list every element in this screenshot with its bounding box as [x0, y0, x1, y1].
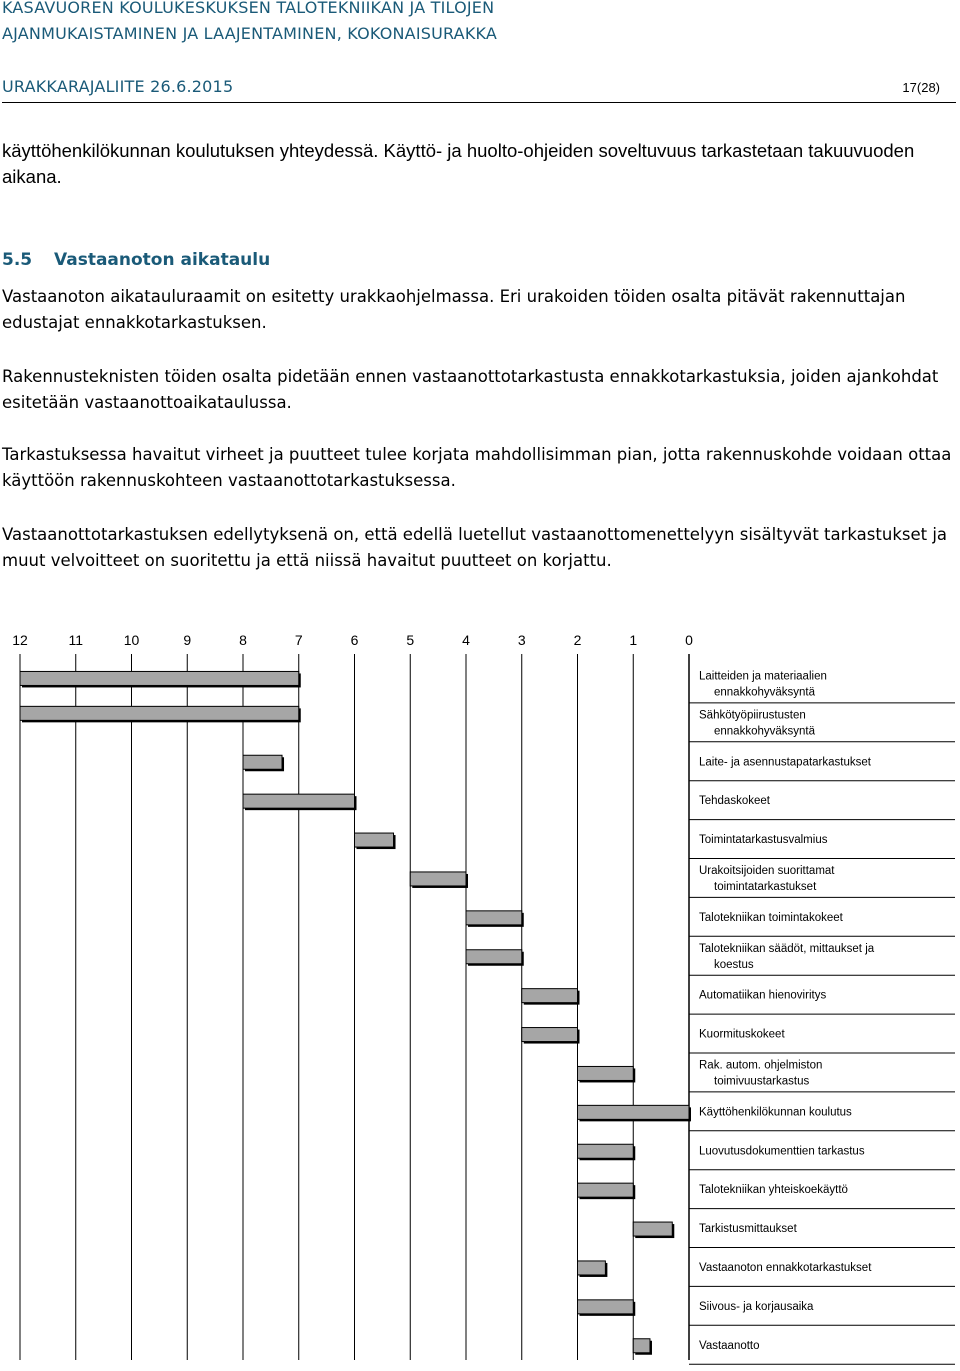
gantt-bar	[633, 1222, 672, 1236]
intro-paragraph: käyttöhenkilökunnan koulutuksen yhteydessä. Käyttö- ja huolto-ohjeiden soveltuvuus tarkastetaan takuuvuoden aikana.	[2, 140, 915, 187]
gantt-bar	[578, 1066, 634, 1080]
task-label: Automatiikan hienoviritys	[699, 989, 827, 1002]
axis-tick-label: 11	[68, 632, 84, 648]
task-label: ennakkohyväksyntä	[714, 725, 816, 738]
task-label: Kuormituskokeet	[699, 1028, 785, 1041]
gantt-bar	[466, 950, 522, 964]
task-label: ennakkohyväksyntä	[714, 686, 816, 699]
gantt-bar	[578, 1261, 606, 1275]
task-label: toimintatarkastukset	[714, 880, 817, 893]
task-label: Käyttöhenkilökunnan koulutus	[699, 1106, 852, 1119]
axis-tick-label: 2	[573, 632, 582, 648]
gantt-svg	[0, 620, 960, 1366]
task-label: Luovutusdokumenttien tarkastus	[699, 1145, 865, 1158]
gantt-bar	[522, 1028, 578, 1042]
axis-tick-label: 10	[123, 632, 140, 648]
gantt-bar	[20, 706, 299, 720]
task-label: Siivous- ja korjausaika	[699, 1300, 814, 1313]
gantt-bar	[522, 989, 578, 1003]
task-label: Sähkötyöpiirustusten	[699, 709, 806, 722]
gantt-bar	[355, 833, 394, 847]
task-label: koestus	[714, 958, 754, 971]
task-label: Vastaanoton ennakkotarkastukset	[699, 1261, 872, 1274]
gantt-bar	[243, 755, 282, 769]
axis-tick-label: 7	[294, 632, 303, 648]
document-header-line1: KASAVUOREN KOULUKESKUKSEN TALOTEKNIIKAN JA TILOJEN	[2, 0, 495, 17]
section-title: Vastaanoton aikataulu	[54, 250, 271, 270]
axis-tick-label: 5	[406, 632, 415, 648]
task-label: Urakoitsijoiden suorittamat	[699, 864, 835, 877]
document-header-line3: URAKKARAJALIITE 26.6.2015	[2, 77, 234, 96]
axis-tick-label: 6	[350, 632, 359, 648]
axis-tick-label: 8	[239, 632, 247, 648]
task-label: Tarkistusmittaukset	[699, 1223, 797, 1236]
task-label: Laitteiden ja materiaalien	[699, 670, 827, 683]
task-label: Laite- ja asennustapatarkastukset	[699, 756, 871, 769]
paragraph-3: Tarkastuksessa havaitut virheet ja puutteet tulee korjata mahdollisimman pian, jotta rakennuskohde voidaan ottaa käyttöön rakennuskohteen vastaanottotarkastuksessa.	[2, 445, 952, 490]
gantt-bar	[578, 1183, 634, 1197]
paragraph-4: Vastaanottotarkastuksen edellytyksenä on, että edellä luetellut vastaanottomenettelyyn sisältyvät tarkastukset ja muut velvoitteet on suoritettu ja että niissä havaitut puutteet on korjattu.	[2, 525, 948, 570]
task-label: Talotekniikan säädöt, mittaukset ja	[699, 942, 875, 955]
document-header-line2: AJANMUKAISTAMINEN JA LAAJENTAMINEN, KOKONAISURAKKA	[2, 24, 498, 43]
gantt-bar	[20, 671, 299, 685]
gantt-bar	[410, 872, 466, 886]
gantt-bar	[578, 1144, 634, 1158]
axis-tick-label: 9	[183, 632, 192, 648]
gantt-bar	[466, 911, 522, 925]
axis-tick-label: 3	[517, 632, 526, 648]
task-label: Tehdaskokeet	[699, 795, 770, 808]
axis-tick-label: 4	[462, 632, 470, 648]
gantt-bar	[633, 1339, 650, 1353]
schedule-chart	[0, 620, 960, 1366]
task-label: Talotekniikan yhteiskoekäyttö	[699, 1184, 848, 1197]
gantt-bar	[578, 1105, 690, 1119]
page-number: 17(28)	[902, 80, 940, 95]
task-label: toimivuustarkastus	[714, 1075, 810, 1088]
section-heading	[2, 250, 270, 270]
axis-tick-label: 0	[685, 632, 693, 648]
task-label: Rak. autom. ohjelmiston	[699, 1059, 823, 1072]
header-divider	[2, 102, 956, 103]
task-label: Talotekniikan toimintakokeet	[699, 911, 843, 924]
axis-tick-label: 1	[629, 632, 638, 648]
section-number: 5.5	[2, 250, 33, 270]
axis-tick-label: 12	[12, 632, 28, 648]
task-label: Vastaanotto	[699, 1339, 760, 1352]
paragraph-1: Vastaanoton aikatauluraamit on esitetty urakkaohjelmassa. Eri urakoiden töiden osalta pitävät rakennuttajan edustajat ennakkotarkastuksen.	[2, 287, 906, 332]
paragraph-2: Rakennusteknisten töiden osalta pidetään ennen vastaanottotarkastusta ennakkotarkastuksia, joiden ajankohdat esitetään vastaanottoaikataulussa.	[2, 367, 939, 412]
task-label: Toimintatarkastusvalmius	[699, 834, 828, 847]
gantt-bar	[578, 1300, 634, 1314]
gantt-bar	[243, 794, 355, 808]
